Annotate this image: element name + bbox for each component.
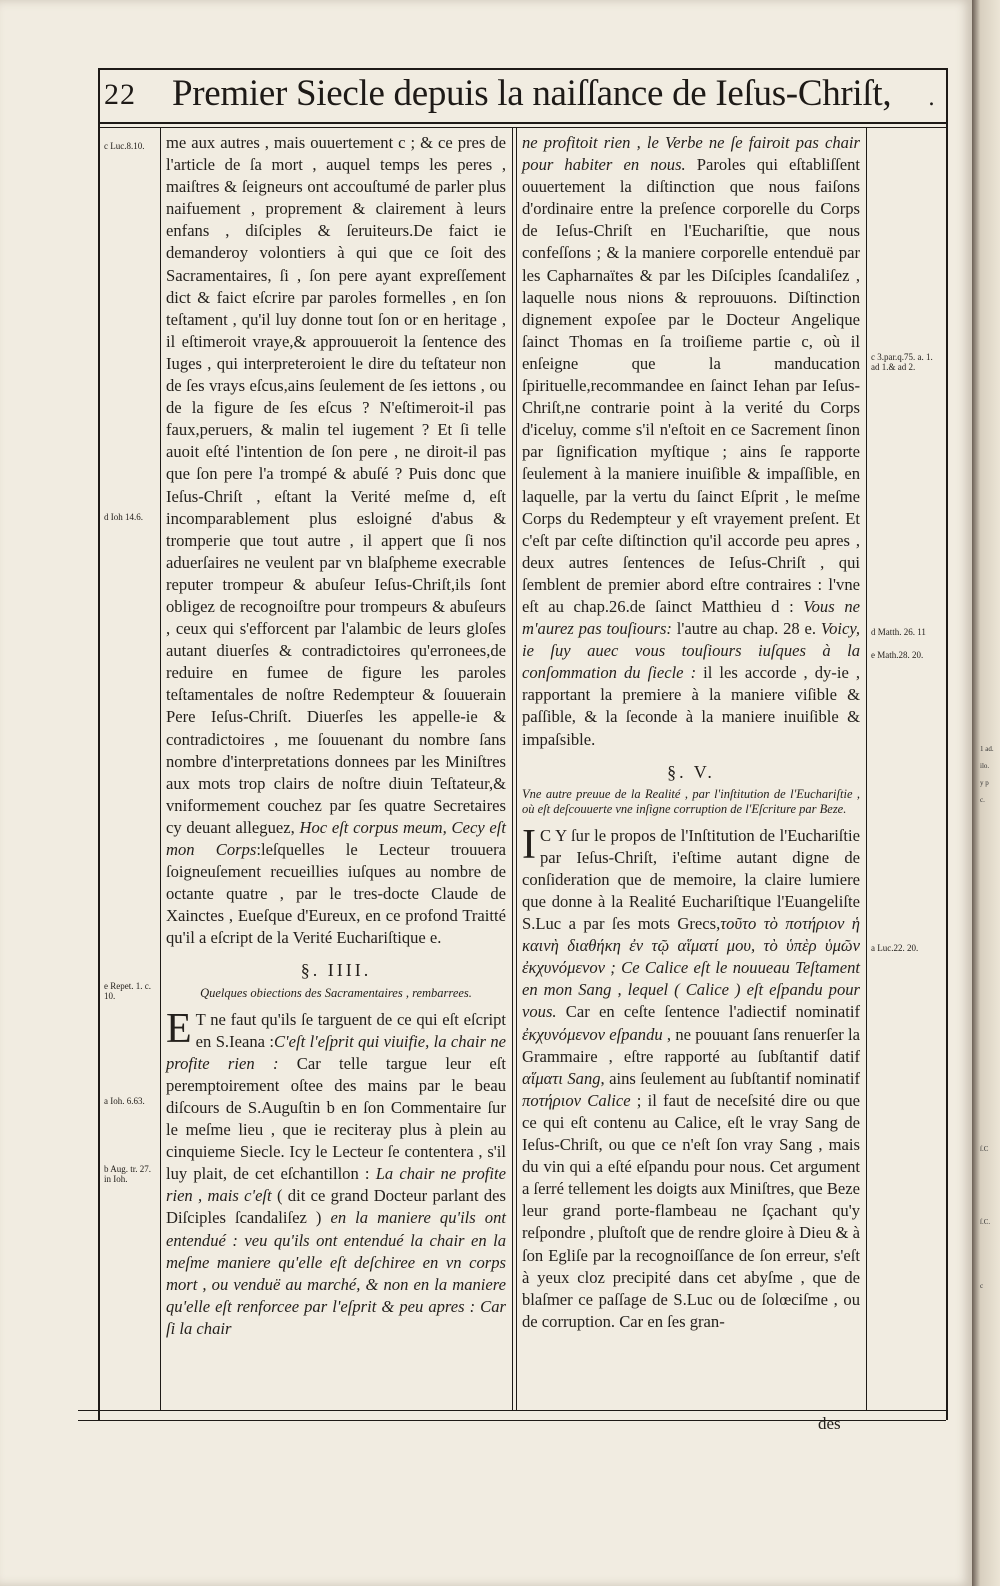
header-mark: . (928, 86, 935, 111)
right-column (522, 132, 860, 1333)
section-heading-5: §. V. (667, 761, 715, 782)
right-para1-quote3: Voicy, ie ſuy auec vous touſiours iuſques à la conſommation du ſiecle : (522, 619, 860, 683)
left-paragraph-2 (166, 1005, 507, 1340)
margin-note-left-d: d Ioh 14.6. (104, 512, 143, 522)
section-title-4: Quelques obiections des Sacramentaires , rembarrees. (200, 985, 472, 1000)
right-margin-divider (866, 128, 867, 1410)
column-divider-b (516, 128, 517, 1410)
margin-note-right-e: e Math.28. 20. (871, 650, 924, 660)
margin-note-left-a: a Ioh. 6.63. (104, 1096, 145, 1106)
left-paragraph-1 (166, 132, 506, 949)
right-para2-mid3: , ains ſeulement au ſubſtantif nominatif (600, 1068, 861, 1088)
right-para2-sang: Sang (562, 1068, 601, 1088)
next-page-fragment: ilo. (980, 762, 990, 770)
left-para2-start: T ne faut qu'ils ſe targuent de ce qui eſt eſcript en S.Ieana : (195, 1009, 506, 1051)
right-para2-greek2: ἐκχυνόμενον (522, 1024, 605, 1044)
margin-note-right-a: a Luc.22. 20. (871, 943, 919, 953)
right-para2-mid1: Car en ceſte ſentence l'adiectif nominatif (556, 1002, 860, 1022)
section-title-5: Vne autre preuue de la Realité , par l'inſtitution de l'Euchariſtie , où eſt deſcouuerte vne inſigne corruption de l'Eſcriture par Beze. (522, 786, 860, 816)
left-margin-divider (160, 128, 161, 1410)
left-para2-paren: ( dit ce grand Docteur parlant des Diſciples ſcandaliſez ) (166, 1186, 506, 1228)
next-page-edge (972, 0, 1000, 1586)
bottom-rule (78, 1410, 946, 1411)
left-para2-mid: Car telle targue leur eſt peremptoirement oſtee des mains par le beau diſcours de S.Auguſtin b en ſon Commentaire ſur le meſme lieu , que ie reciteray plus à plein au cinquieme Siecle. Icy le Lecteur ſe contentera , s'il luy plait, de cet eſchantillon : (166, 1053, 507, 1184)
right-para1-text: Paroles qui eſtabliſſent ouuertement la diſtinction que nous faiſons d'ordinaire entre la preſence corporelle du Corps de Ieſus-Chriſt en l'Euchariſtie, que nous confeſſons ; & la maniere corporelle entenduë par les Capharnaïtes & par les Diſciples ſcandaliſez , laquelle nous nions & reprouuons. Diſtinction dignement expoſee par le Docteur Angelique ſainct Thomas en ſa troiſieme partie c, où il enſeigne que la manducation ſpirituelle,recommandee en ſainct Iehan par Ieſus-Chriſt,ne contrarie point à la verité du Corps d'iceluy, comme s'il n'eſtoit en ce Sacrement ſinon par ſignification myſtique ; ains ſe rapporte ſeulement à la maniere inuiſible & impaſſible, en laquelle, par la vertu du ſainct Eſprit , le meſme Corps du Redempteur y eſt vrayement preſent. Et c'eſt par ceſte diſtinction qu'il accorde peu apres , deux autres ſentences de Ieſus-Chriſt , qui ſemblent de premier abord eſtre contraires : l'vne eſt au chap.26.de ſainct Matthieu d : (522, 155, 860, 616)
right-para1-tail: il les accorde , dy-ie , rapportant la premiere à la maniere viſible & paſſible, & la ſeconde à la maniere inuiſible & impaſsible. (522, 663, 860, 749)
column-divider-a (512, 128, 513, 1410)
frame-left (98, 68, 100, 1420)
right-para1-quote2: Vous ne m'aurez pas touſiours: (522, 596, 860, 639)
right-paragraph-1 (522, 132, 860, 751)
catchword: des (818, 1414, 841, 1433)
header-rule (98, 122, 948, 124)
next-page-fragment: 1 ad. (980, 745, 994, 753)
left-para1-text: me aux autres , mais ouuertement c ; & ce pres de l'article de ſa mort , auquel temps les peres , maiſtres & ſeigneurs ont accouſtumé de parler plus naifuement , proprement & clairement à leurs enfans , diſciples & ſeruiteurs.De faict ie demanderoy volontiers à qui que ce ſoit des Sacramentaires, ſi , ſon pere ayant expreſſement dict & faict eſcrire par paroles formelles , en ſon teſtament , qu'il luy donne tout ſon or en heritage , il eſtimeroit vraye,& approuueroit la ſentence des Iuges , qui interpreteroient le dire du teſtateur non de ſes vrays eſcus,ains ſeulement de ſes iettons , ou de la figure de ſes eſcus ? N'eſtimeroit-il pas faux,peruers, & malin tel iugement ? Et ſi telle auoit eſté l'intention de ſon pere , ne diroit-il pas que ſon pere l'a trompé & abuſé ? Puis donc que Ieſus-Chriſt , eſtant la Verité meſme d, eſt incomparablement plus esloigné d'abus & tromperie que tout autre , il appert que ſi nos aduerſaires ne veulent par vn blaſpheme execrable reputer trompeur & abuſeur Ieſus-Chriſt,ils ſont obligez de recognoiſtre pour trompeurs & abuſeurs , ceux qui s'efforcent par l'alambic de leurs gloſes autant diuerſes & contradictoires qu'erronees,de reduire en fumee de figure les paroles teſtamentales de noſtre Redempteur & ſouuerain Pere Ieſus-Chriſt. Diuerſes les appelle-ie & contradictoires , me ſouuenant du nombre ſans nombre d'interpretations donnees par les Miniſtres aux mots trop clairs de noſtre diuin Teſtateur,& vniformement couchez par ſes quatre Secretaires cy deuant alleguez, (166, 133, 506, 837)
left-para1-tail: :leſquelles le Lecteur trouuera ſoigneuſement recueillies iuſques au nombre de octante quatre , par le tres-docte Claude de Xainctes , Eueſque d'Eureux, en ce profond Traitté qu'il a eſcript de la Verité Euchariſtique e. (166, 840, 506, 948)
margin-note-left-e: e Repet. 1. c. 10. (104, 981, 151, 1001)
section-heading-4: §. IIII. (300, 960, 372, 981)
next-page-fragment: c (980, 1282, 984, 1290)
margin-note-left-b: b Aug. tr. 27. in Ioh. (104, 1164, 152, 1184)
next-page-fragment: ſ.C (980, 1145, 989, 1153)
right-para2-mid2: , ne pouuant ſans renuerſer la Grammaire , eſtre rapporté au ſubſtantif datif (522, 1024, 860, 1066)
right-paragraph-2 (522, 821, 861, 1333)
right-para1-mid: l'autre au chap. 28 e. (671, 619, 817, 639)
right-para2-greek: τοῦτο τὸ ποτήριον ἡ καινὴ διαθήκη ἐν τῷ αἵματί μου, τὸ ὑπὲρ ὑμῶν ἐκχυνόμενον (522, 914, 860, 978)
left-column (166, 132, 506, 1340)
right-para1-quote: ne profitoit rien , le Verbe ne ſe fairoit pas chair pour habiter en nous. (522, 133, 860, 175)
margin-note-right-d: d Matth. 26. 11 (871, 627, 926, 637)
left-para2-quote3: en la maniere qu'ils ont entendué : veu qu'ils ont entendué la chair en la meſme maniere qu'elle eſt deſchiree en vn corps mort , ou venduë au marché, & non en la maniere qu'elle eſt renforcee par l'eſprit & peu apres : Car ſi la chair (166, 1208, 506, 1338)
right-para2-start: C Y ſur le propos de l'Inſtitution de l'Euchariſtie par Ieſus-Chriſt, i'eſtime autant digne de conſideration que de memoire, la claire lumiere que donne à la Realité Euchariſtique l'Euangeliſte S.Luc a par ſes mots Grecs, (522, 825, 860, 934)
left-para2-quote2: La chair ne profite rien , mais c'eſt (166, 1164, 506, 1206)
right-para2-espandu: eſpandu (604, 1024, 663, 1044)
right-para2-calice: Calice (581, 1090, 631, 1110)
running-title: Premier Siecle depuis la naiſſance de Ieſus-Chriſt, (172, 73, 892, 114)
frame-right (946, 68, 948, 1420)
left-para2-quote1: C'eſt l'eſprit qui viuifie, la chair ne profite rien : (166, 1031, 506, 1073)
header-rule-thin (98, 127, 948, 128)
left-para1-latin: Hoc eſt corpus meum, Cecy eſt mon Corps (166, 817, 506, 859)
dropcap-e: E (166, 1005, 192, 1052)
next-page-fragment: ſ.C. (980, 1218, 991, 1226)
right-para2-greek4: ποτήριον (522, 1090, 582, 1110)
page-number: 22 (104, 78, 136, 111)
bottom-rule-2 (78, 1420, 946, 1421)
right-para2-greek3: αἵματι (522, 1068, 563, 1088)
next-page-fragment: y p (980, 779, 989, 787)
margin-note-left-c: c Luc.8.10. (104, 141, 145, 151)
margin-note-right-c: c 3.par.q.75. a. 1. ad 1.& ad 2. (871, 352, 933, 372)
dropcap-i: I (522, 821, 536, 868)
next-page-fragment: c. (980, 796, 985, 804)
right-para2-tail: ; il faut de neceſsité dire ou que ce qui eſt contenu au Calice, eſt le vray Sang de Ieſus-Chriſt, ou que ce n'eſt ſon vray Sang , mais du vin qui a eſté eſpandu pour nous. Cet argument a ſerré tellement les doigts aux Miniſtres, que Beze leur grand porte-flambeau ne ſçachant qu'y reſpondre , pluſtoſt que de rendre gloire à Dieu & à ſon Egliſe par la recognoiſſance de ſon erreur, s'eſt à yeux cloz precipité dans cet abyſme , que de blaſmer ce paſſage de S.Luc ou de ſolœciſme , ou de corruption. Car en ſes gran- (522, 1090, 861, 1331)
right-para2-quote: ; Ce Calice eſt le nouueau Teſtament en mon Sang , lequel ( Calice ) eſt eſpandu pour vous. (522, 958, 860, 1022)
top-rule (98, 68, 948, 70)
